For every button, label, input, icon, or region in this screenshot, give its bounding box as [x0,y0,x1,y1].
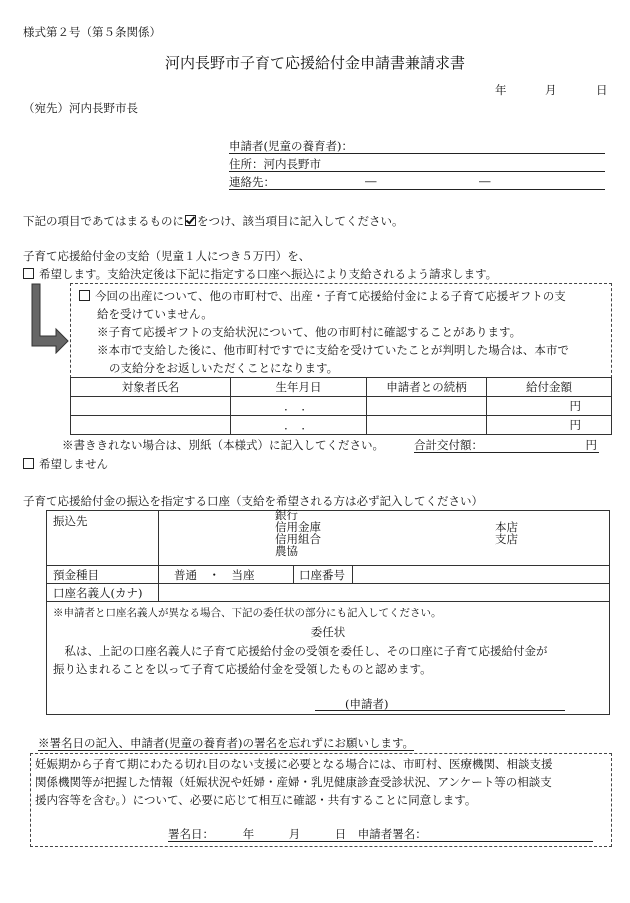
option-yes[interactable] [23,266,497,282]
bank-type-list [275,509,321,557]
col-header-birthdate: 生年月日 [231,378,367,397]
date-day: 日 [596,83,608,97]
type-label: 預金種目 [53,568,99,582]
holder-name-input[interactable] [158,584,609,602]
applicant-contact-field[interactable] [229,174,605,190]
bank-label-cell [47,511,159,566]
checked-box-icon [185,215,196,226]
proxy-title: 委任状 [310,625,346,639]
addressee: （宛先）河内長野市長 [23,101,138,115]
instruction [23,213,404,229]
instruction-text-post: をつけ、該当項目に記入してください。 [197,214,404,228]
type-options: 普通 ・ 当座 [174,568,255,582]
col-header-amount: 給付金額 [487,378,612,397]
applicant-name-label: 申請者(児童の養育者)： [229,139,353,153]
total-yen: 円 [585,438,597,452]
bank-type-nokyo: 農協 [275,544,298,558]
holder-label: 口座名義人(カナ) [53,586,143,600]
proxy-sign-label: (申請者) [345,697,389,711]
table-row [71,416,612,435]
child-birthdate-cell[interactable]: ． ． [231,416,367,435]
table-header-row [71,378,612,397]
checkbox-condition-icon[interactable] [79,290,90,301]
instruction-text-pre: 下記の項目であてはまるものに [23,214,184,228]
applicant-name-field[interactable] [229,138,605,154]
checkbox-yes-icon[interactable] [23,268,34,279]
child-relation-cell[interactable] [367,397,487,416]
arrow-down-right-icon [26,282,74,354]
consent-line-2: 関係機関等が把握した情報（妊娠状況や妊婦・産婦・乳児健康診査受診状況、アンケート等の相談支 [35,775,552,789]
applicant-contact-label: 連絡先： [229,175,275,189]
child-name-cell[interactable] [71,397,231,416]
option-no[interactable] [23,456,108,472]
condition-text-1b: 給を受けていません。 [97,307,213,321]
type-options-cell[interactable] [158,566,294,584]
bank-type-bank: 銀行 [275,508,298,522]
form-title: 河内長野市子育て応援給付金申請書兼請求書 [164,54,465,72]
condition-line-1[interactable] [79,288,566,304]
child-birthdate-cell[interactable]: ． ． [231,397,367,416]
table-row [71,397,612,416]
option-yes-label: 希望します。支給決定後は下記に指定する口座へ振込により支給されるよう請求します。 [39,267,498,281]
col-header-name: 対象者氏名 [71,378,231,397]
bank-label: 振込先 [53,514,88,528]
branch-type-branch: 支店 [495,532,518,546]
child-relation-cell[interactable] [367,416,487,435]
holder-label-cell [47,584,159,602]
date-year: 年 [495,83,507,97]
condition-note-2a: ※本市で支給した後に、他市町村ですでに支給を受けていたことが判明した場合は、本市で [97,343,569,357]
number-label-cell [294,566,353,584]
date-month: 月 [545,83,557,97]
number-label: 口座番号 [299,568,345,582]
contact-dash-2: ― [479,174,491,188]
form-number: 様式第２号（第５条関係） [23,25,161,39]
condition-note-1: ※子育て応援ギフトの支給状況について、他の市町村に確認することがあります。 [97,325,522,339]
total-label: 合計交付額： [414,438,483,452]
proxy-line-1: 私は、上記の口座名義人に子育て応援給付金の受領を委任し、その口座に子育て応援給付金が [53,644,548,658]
consent-signature-field[interactable] [168,826,593,842]
children-table [70,377,612,435]
support-intro: 子育て応援給付金の支給（児童１人につき５万円）を、 [23,249,311,263]
consent-sign-label: 署名日： 年 月 日 申請者署名： [168,827,427,841]
proxy-signature-field[interactable] [315,696,565,711]
bank-type-shinkin: 信用金庫 [275,520,321,534]
branch-type-main: 本店 [495,520,518,534]
branch-type-list [495,521,518,545]
consent-line-1: 妊娠期から子育て期にわたる切れ目のない支援に必要となる場合には、市町村、医療機関、相談支援 [35,757,553,771]
condition-note-2b: の支給分をお返しいただくことになります。 [109,361,339,375]
col-header-relation: 申請者との続柄 [367,378,487,397]
type-label-cell [47,566,159,584]
bank-input-cell[interactable] [158,508,609,566]
bank-type-kumiai: 信用組合 [275,532,321,546]
option-no-label: 希望しません [39,457,108,471]
account-box [46,510,610,715]
child-amount-cell[interactable]: 円 [487,397,612,416]
consent-line-3: 援内容等を含む。）について、必要に応じて相互に確認・共有することに同意します。 [35,793,477,807]
child-amount-cell[interactable]: 円 [487,416,612,435]
applicant-address-field[interactable] [229,156,605,172]
checkbox-no-icon[interactable] [23,458,34,469]
child-name-cell[interactable] [71,416,231,435]
applicant-address-label: 住所：河内長野市 [229,157,321,171]
contact-dash-1: ― [365,174,377,188]
overflow-note: ※書ききれない場合は、別紙（本様式）に記入してください。 [62,438,384,452]
proxy-note: ※申請者と口座名義人が異なる場合、下記の委任状の部分にも記入してください。 [53,607,442,619]
proxy-line-2: 振り込まれることを以って子育て応援給付金を受領したものと認めます。 [53,662,432,676]
signature-reminder: ※署名日の記入、申請者(児童の養育者)の署名を忘れずにお願いします。 [38,736,415,750]
account-number-input[interactable] [353,566,609,584]
consent-text [35,755,553,809]
account-title: 子育て応援給付金の振込を指定する口座（支給を希望される方は必ず記入してください） [23,494,483,508]
total-amount-field[interactable] [414,437,599,453]
condition-text-1a: 今回の出産について、他の市町村で、出産・子育て応援給付金による子育て応援ギフトの支 [95,289,566,303]
